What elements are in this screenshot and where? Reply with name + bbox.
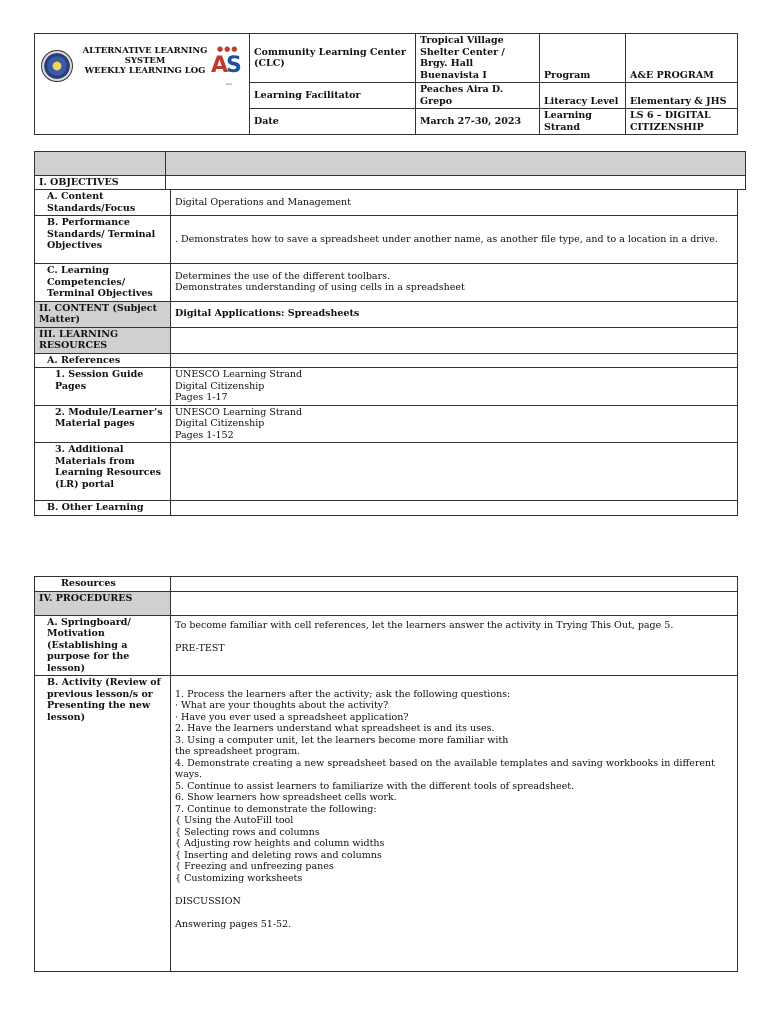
performance-standards-label: B. Performance Standards/ Terminal Objectives [35, 216, 171, 264]
clc-value: Tropical Village Shelter Center / Brgy. Hall Buenavista I [416, 34, 540, 83]
other-learning-value [171, 501, 738, 516]
content-label: II. CONTENT (Subject Matter) [35, 301, 171, 327]
session-guide-label: 1. Session Guide Pages [35, 368, 171, 406]
header-table [34, 33, 738, 135]
other-learning-label: B. Other Learning [35, 501, 171, 516]
header-title-cell [35, 34, 250, 135]
session-guide-value: UNESCO Learning Strand Digital Citizenship Pages 1-17 [171, 368, 738, 406]
deped-seal-icon [41, 50, 73, 82]
springboard-label: A. Springboard/ Motivation (Establishing a purpose for the lesson) [35, 615, 171, 676]
als-logo-icon: ●●● A S ALS [211, 45, 242, 86]
facilitator-label: Learning Facilitator [250, 83, 416, 109]
document-title: ALTERNATIVE LEARNING SYSTEM WEEKLY LEARNING LOG [82, 46, 208, 76]
procedures-table [34, 576, 738, 972]
resources-label: Resources [35, 577, 171, 592]
objectives-table [34, 189, 738, 516]
clc-label: Community Learning Center (CLC) [250, 34, 416, 83]
procedures-value [171, 591, 738, 615]
procedures-heading: IV. PROCEDURES [35, 591, 171, 615]
performance-standards-value: . Demonstrates how to save a spreadsheet under another name, as another file type, and to a location in a drive. [171, 216, 738, 264]
program-value: A&E PROGRAM [626, 34, 738, 83]
learning-competencies-label: C. Learning Competencies/ Terminal Objectives [35, 264, 171, 302]
date-label: Date [250, 109, 416, 135]
additional-materials-label: 3. Additional Materials from Learning Resources (LR) portal [35, 443, 171, 501]
resources-value [171, 577, 738, 592]
learning-strand-label: Learning Strand [540, 109, 626, 135]
references-value [171, 353, 738, 368]
springboard-value: To become familiar with cell references, let the learners answer the activity in Trying This Out, page 5. PRE-TEST [171, 615, 738, 676]
references-label: A. References [35, 353, 171, 368]
literacy-level-value: Elementary & JHS [626, 83, 738, 109]
activity-label: B. Activity (Review of previous lesson/s or Presenting the new lesson) [35, 676, 171, 972]
learning-strand-value: LS 6 – DIGITAL CITIZENSHIP [626, 109, 738, 135]
facilitator-value: Peaches Aira D. Grepo [416, 83, 540, 109]
learning-competencies-value: Determines the use of the different toolbars. Demonstrates understanding of using cells in a spreadsheet [171, 264, 738, 302]
content-standards-value: Digital Operations and Management [171, 190, 738, 216]
content-value: Digital Applications: Spreadsheets [171, 301, 738, 327]
activity-value: 1. Process the learners after the activity; ask the following questions: · What are your thoughts about the activity? · Have you ever used a spreadsheet application? 2. Have the learners understand what spreadsheet is and its uses. 3. Using a computer unit, let the learners become more familiar with the spreadsheet program. 4. Demonstrate creating a new spreadsheet based on the available templates and saving workbooks in different ways. 5. Continue to assist learners to familiarize with the different tools of spreadsheet. 6. Show learners how spreadsheet cells work. 7. Continue to demonstrate the following: { Using the AutoFill tool { Selecting rows and columns { Adjusting row heights and column widths { Inserting and deleting rows and columns { Freezing and unfreezing panes { Customizing worksheets DISCUSSION Answering pages 51-52. [171, 676, 738, 972]
additional-materials-value [171, 443, 738, 501]
literacy-level-label: Literacy Level [540, 83, 626, 109]
module-label: 2. Module/Learner’s Material pages [35, 405, 171, 443]
objectives-heading: I. OBJECTIVES [34, 175, 746, 190]
learning-resources-value [171, 327, 738, 353]
module-value: UNESCO Learning Strand Digital Citizenship Pages 1-152 [171, 405, 738, 443]
date-value: March 27-30, 2023 [416, 109, 540, 135]
program-label: Program [540, 34, 626, 83]
learning-resources-label: III. LEARNING RESOURCES [35, 327, 171, 353]
table1-header-bar [34, 151, 746, 176]
content-standards-label: A. Content Standards/Focus [35, 190, 171, 216]
